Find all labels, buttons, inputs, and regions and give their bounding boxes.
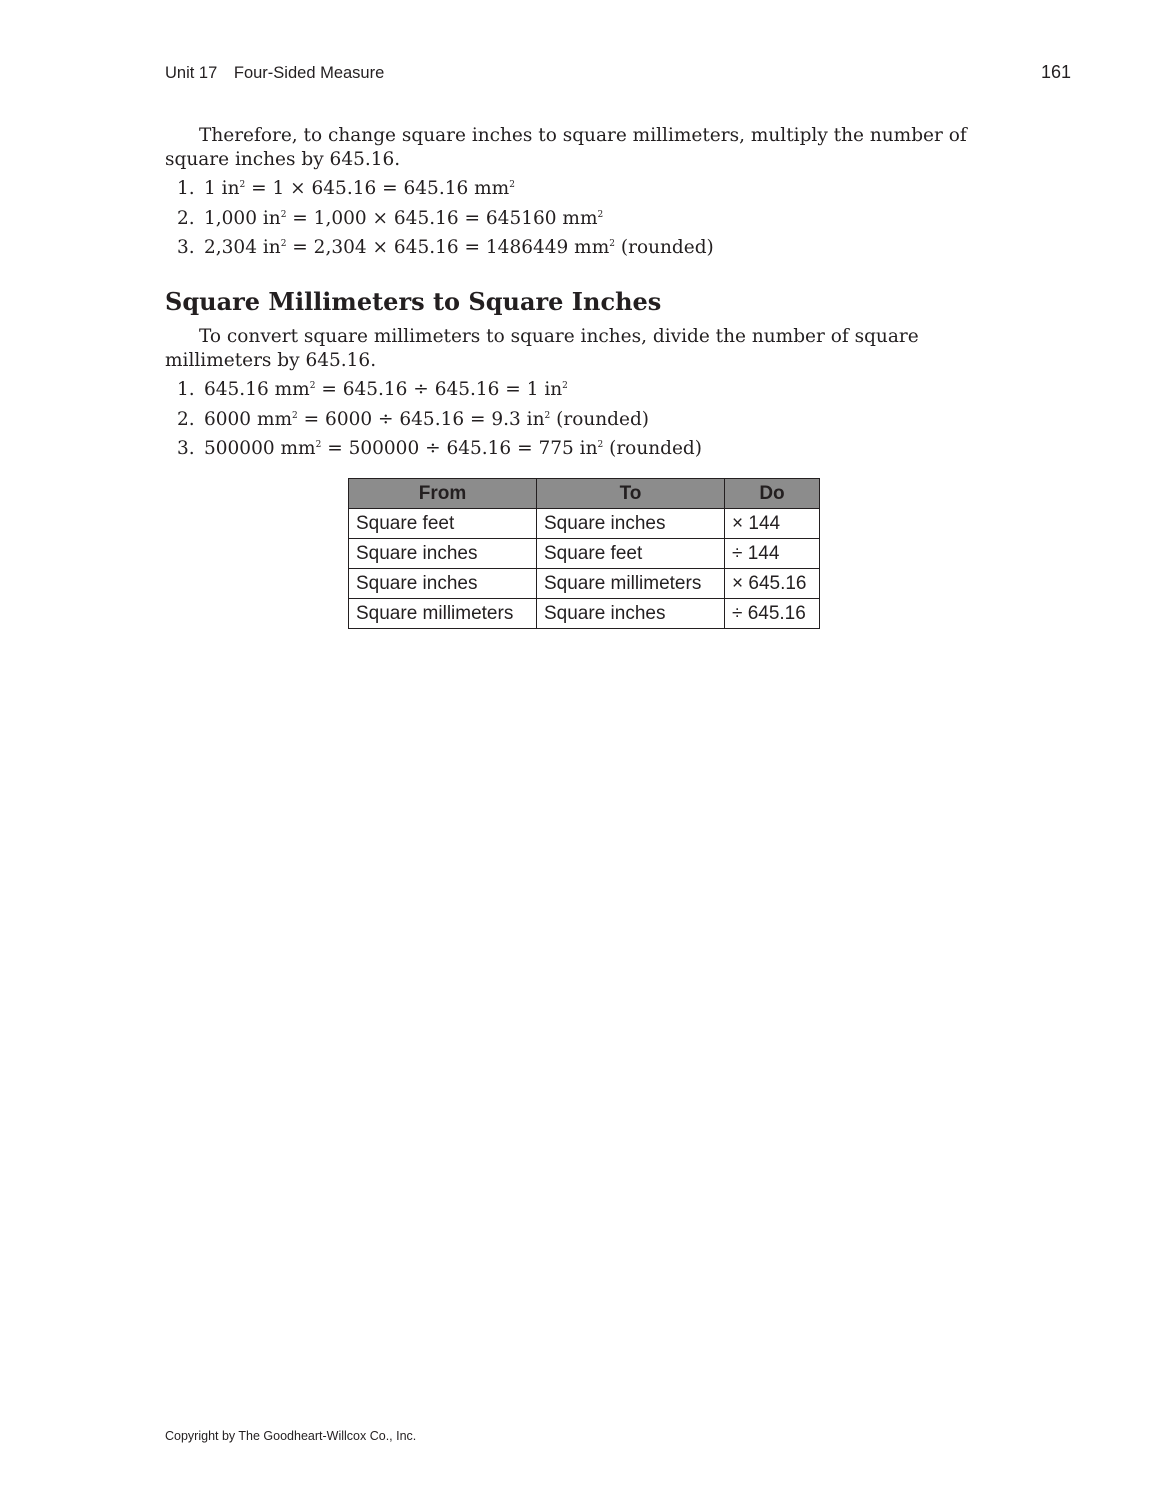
table-cell: × 645.16: [725, 569, 820, 599]
table-row: [349, 509, 820, 539]
table-row: [349, 569, 820, 599]
section2-list: [165, 378, 1005, 461]
column-header-to: To: [537, 479, 725, 509]
list-item: 1. 1 $in^2 = 1 \times 645.16 = 645.16$ $mm^2$: [177, 178, 515, 199]
table-cell: Square inches: [537, 599, 725, 629]
page-number: 161: [1040, 62, 1071, 82]
table-cell: ÷ 645.16: [725, 599, 820, 629]
table-cell: Square millimeters: [349, 599, 537, 629]
table-cell: Square inches: [349, 539, 537, 569]
table-row: [349, 599, 820, 629]
unit-title: Four-Sided Measure: [233, 64, 385, 82]
table-cell: ÷ 144: [725, 539, 820, 569]
table-cell: Square millimeters: [537, 569, 725, 599]
list-item: 1. 645.16 $mm^2 = 645.16 \div 645.16 = 1$ $in^2$: [177, 379, 568, 400]
table-header-row: [349, 479, 820, 509]
table-cell: × 144: [725, 509, 820, 539]
section1-list: [165, 177, 1005, 260]
list-item: 3. 500000 $mm^2 = 500000 \div 645.16 = 775$ $in^2$ (rounded): [177, 438, 702, 459]
table-row: [349, 539, 820, 569]
section1-paragraph: Therefore, to change square inches to square millimeters, multiply the number of square inches by 645.16.: [165, 125, 967, 170]
table-cell: Square inches: [537, 509, 725, 539]
list-item: 2. 1,000 $in^2 = 1,000 \times 645.16 = 645160$ $mm^2$: [177, 207, 604, 229]
list-item: 3. 2,304 $in^2 = 2,304 \times 645.16 = 1486449$ $mm^2$ (rounded): [177, 237, 714, 258]
page-content: [165, 124, 1005, 467]
list-item: 2. 6000 $mm^2 = 6000 \div 645.16 = 9.3$ $in^2$ (rounded): [177, 408, 650, 430]
table-cell: Square inches: [349, 569, 537, 599]
column-header-do: Do: [725, 479, 820, 509]
conversion-table: [348, 478, 820, 629]
unit-label: Unit 17: [165, 64, 218, 82]
column-header-from: From: [349, 479, 537, 509]
section2-paragraph: To convert square millimeters to square inches, divide the number of square millimeters by 645.16.: [165, 326, 919, 371]
table-cell: Square feet: [537, 539, 725, 569]
copyright-footer: Copyright by The Goodheart-Willcox Co., Inc.: [165, 1429, 417, 1443]
running-header: [165, 64, 384, 83]
section-heading: Square Millimeters to Square Inches: [165, 287, 662, 316]
table-cell: Square feet: [349, 509, 537, 539]
